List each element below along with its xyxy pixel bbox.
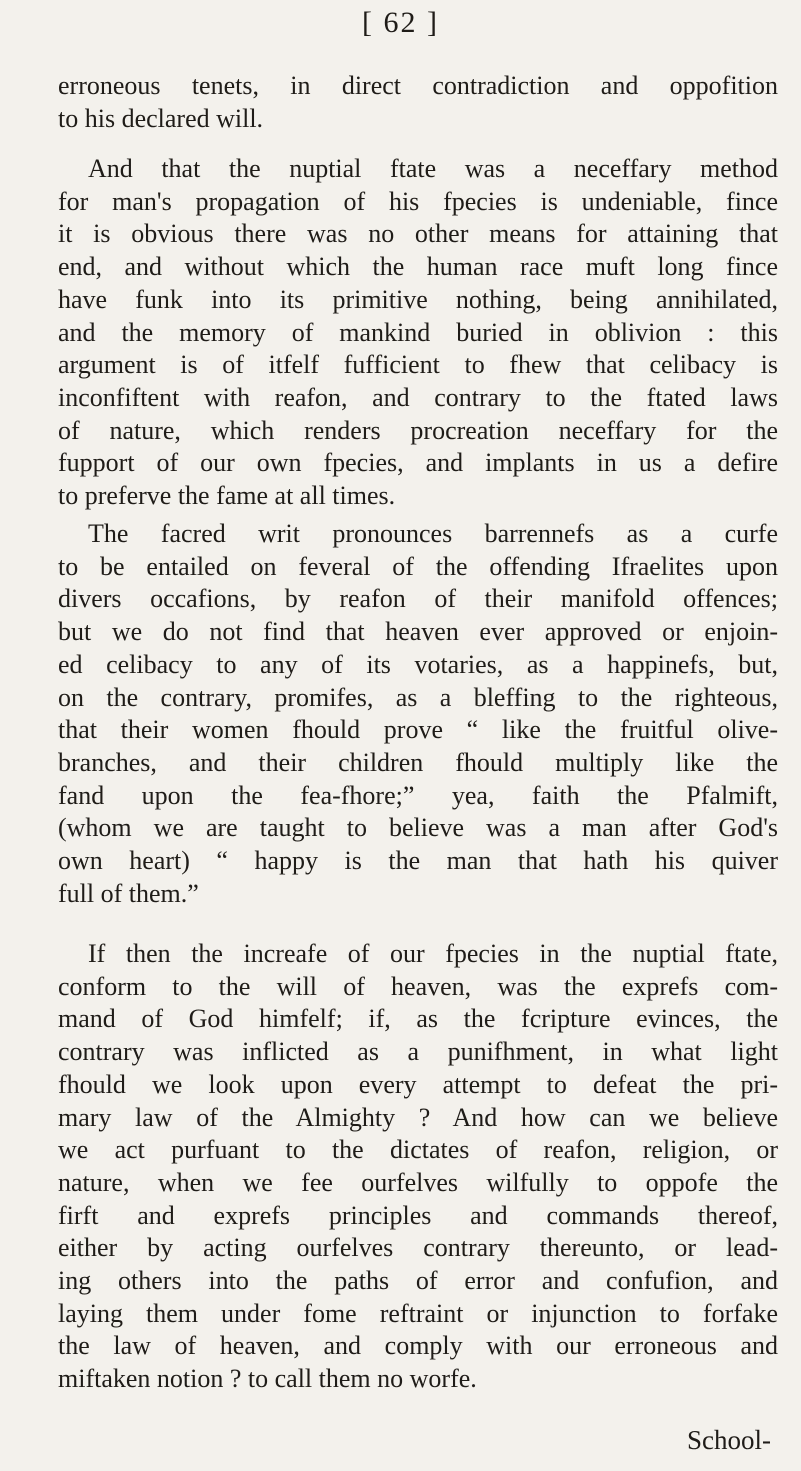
text-line: fand upon the fea-fhore;” yea, faith the Pfalmift, — [58, 780, 778, 810]
text-line: of nature, which renders procreation neceffary for the — [58, 415, 778, 445]
text-line: the law of heaven, and comply with our erroneous and — [58, 1331, 778, 1361]
text-line: fupport of our own fpecies, and implants in us a defire — [58, 448, 778, 478]
text-line: that their women fhould prove “ like the fruitful olive- — [58, 715, 778, 745]
text-line: on the contrary, promifes, as a bleffing to the righteous, — [58, 682, 778, 712]
text-line: inconfiftent with reafon, and contrary to the ftated laws — [58, 382, 778, 412]
text-line: fhould we look upon every attempt to defeat the pri- — [58, 1069, 778, 1099]
text-line: And that the nuptial ftate was a neceffary method — [88, 154, 778, 183]
text-line: (whom we are taught to believe was a man after God's — [58, 813, 778, 843]
text-line: it is obvious there was no other means for attaining that — [58, 219, 778, 249]
catchword: School- — [687, 1425, 771, 1455]
text-line: full of them.” — [58, 878, 199, 908]
text-line: we act purfuant to the dictates of reafon, religion, or — [58, 1135, 778, 1165]
text-line: laying them under fome reftraint or injunction to forfake — [58, 1298, 778, 1328]
text-line: to preferve the fame at all times. — [58, 481, 396, 511]
text-line: but we do not find that heaven ever approved or enjoin- — [58, 617, 778, 647]
text-line: mand of God himfelf; if, as the fcripture evinces, the — [58, 1004, 778, 1034]
text-line: ing others into the paths of error and confufion, and — [58, 1266, 778, 1296]
text-line: argument is of itfelf fufficient to fhew that celibacy is — [58, 350, 778, 380]
paragraph-4 — [58, 938, 778, 1396]
text-line: erroneous tenets, in direct contradiction and oppofition — [58, 71, 778, 100]
text-line: end, and without which the human race muft long fince — [58, 252, 778, 282]
text-line: firft and exprefs principles and commands thereof, — [58, 1200, 778, 1230]
text-line: own heart) “ happy is the man that hath his quiver — [58, 846, 778, 876]
text-line: to his declared will. — [58, 103, 264, 133]
text-line: If then the increafe of our fpecies in the nuptial ftate, — [88, 939, 778, 968]
text-line: divers occafions, by reafon of their manifold offences; — [58, 584, 778, 614]
text-line: nature, when we fee ourfelves wilfully to oppofe the — [58, 1167, 778, 1197]
text-line: branches, and their children fhould multiply like the — [58, 747, 778, 777]
text-line: to be entailed on feveral of the offending Ifraelites upon — [58, 551, 778, 581]
paragraph-2 — [58, 153, 778, 513]
text-line: ed celibacy to any of its votaries, as a happinefs, but, — [58, 649, 778, 679]
text-line: The facred writ pronounces barrennefs as a curfe — [88, 519, 778, 548]
text-line: mary law of the Almighty ? And how can we believe — [58, 1102, 778, 1132]
paragraph-1 — [58, 70, 778, 135]
text-line: contrary was inflicted as a punifhment, in what light — [58, 1037, 778, 1067]
text-line: miftaken notion ? to call them no worfe. — [58, 1364, 477, 1394]
text-line: and the memory of mankind buried in oblivion : this — [58, 317, 778, 347]
paragraph-3 — [58, 518, 778, 910]
text-line: for man's propagation of his fpecies is undeniable, fince — [58, 186, 778, 216]
text-line: either by acting ourfelves contrary thereunto, or lead- — [58, 1233, 778, 1263]
page-number: [ 62 ] — [362, 6, 439, 39]
text-line: have funk into its primitive nothing, being annihilated, — [58, 284, 778, 314]
text-line: conform to the will of heaven, was the exprefs com- — [58, 971, 778, 1001]
